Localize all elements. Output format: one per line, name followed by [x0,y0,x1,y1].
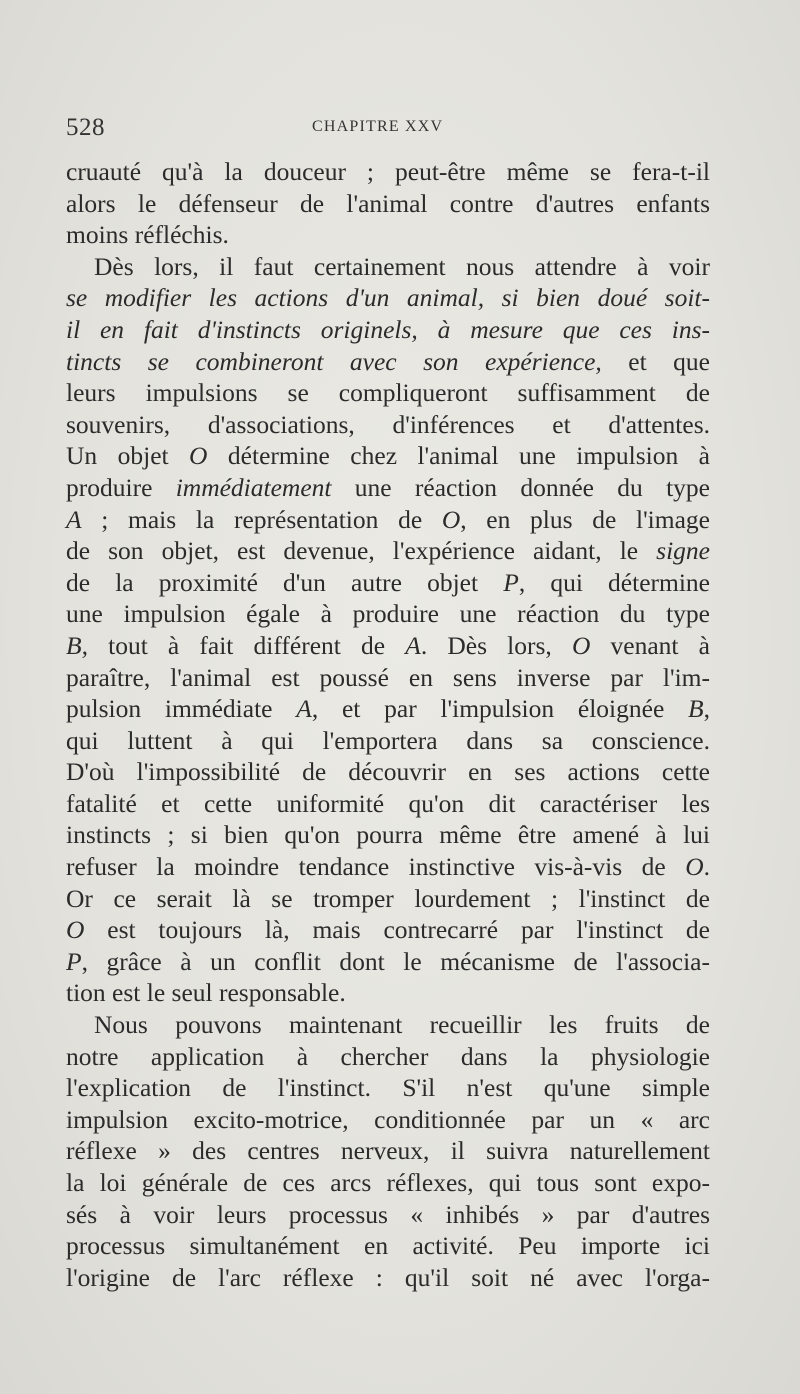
text-line: notre application à chercher dans la physiologie [66,1041,710,1071]
text-line: l'explication de l'instinct. S'il n'est qu'une simple [66,1073,710,1103]
text-line: Un objet O détermine chez l'animal une impulsion à [66,441,711,471]
text-line: O est toujours là, mais contrecarré par l'instinct de [66,915,710,945]
text-line: refuser la moindre tendance instinctive vis-à-vis de O. [66,852,710,882]
text-line: tion est le seul responsable. [66,978,346,1008]
text-line: de son objet, est devenue, l'expérience aidant, le signe [66,536,710,566]
text-line: se modifier les actions d'un animal, si bien doué soit- [66,283,710,313]
text-line: B, tout à fait différent de A. Dès lors, O venant à [66,630,710,660]
text-line: alors le défenseur de l'animal contre d'autres enfants [66,188,710,218]
text-line: réflexe » des centres nerveux, il suivra naturellement [66,1136,710,1166]
page-number: 528 [66,114,105,141]
text-line: tincts se combineront avec son expérience, et que [66,346,711,376]
text-line: impulsion excito-motrice, conditionnée par un « arc [66,1104,710,1134]
text-line: de la proximité d'un autre objet P, qui détermine [66,567,710,597]
text-line: fatalité et cette uniformité qu'on dit caractériser les [66,788,710,818]
text-line: pulsion immédiate A, et par l'impulsion éloignée B, [66,694,710,724]
text-line: il en fait d'instincts originels, à mesure que ces ins- [66,314,710,344]
text-line: la loi générale de ces arcs réflexes, qui tous sont expo- [66,1168,710,1197]
chapter-title: CHAPITRE XXV [312,118,444,135]
paragraph-start-line: Nous pouvons maintenant recueillir les fruits de [94,1010,710,1040]
text-line: souvenirs, d'associations, d'inférences et d'attentes. [66,409,710,439]
text-line: cruauté qu'à la douceur ; peut-être même se fera-t-il [66,157,710,186]
text-line: moins réfléchis. [66,220,229,250]
text-line: P, grâce à un conflit dont le mécanisme de l'associa- [66,946,710,976]
paragraph-start-line: Dès lors, il faut certainement nous attendre à voir [94,251,710,281]
text-line: une impulsion égale à produire une réaction du type [66,599,710,629]
body-text [66,156,710,1293]
text-line: instincts ; si bien qu'on pourra même être amené à lui [66,820,710,850]
text-line: qui luttent à qui l'emportera dans sa conscience. [66,725,710,755]
text-line: leurs impulsions se compliqueront suffisamment de [66,378,710,408]
text-line: produire immédiatement une réaction donnée du type [66,472,710,502]
text-line: Or ce serait là se tromper lourdement ; l'instinct de [66,883,710,913]
text-line: processus simultanément en activité. Peu importe ici [66,1231,710,1261]
text-line: A ; mais la représentation de O, en plus de l'image [66,504,710,534]
running-head [66,114,710,144]
text-line: l'origine de l'arc réflexe : qu'il soit né avec l'orga- [66,1262,710,1292]
text-line: sés à voir leurs processus « inhibés » par d'autres [66,1199,710,1229]
text-line: paraître, l'animal est poussé en sens inverse par l'im- [66,662,710,692]
text-line: D'où l'impossibilité de découvrir en ses actions cette [66,757,710,787]
